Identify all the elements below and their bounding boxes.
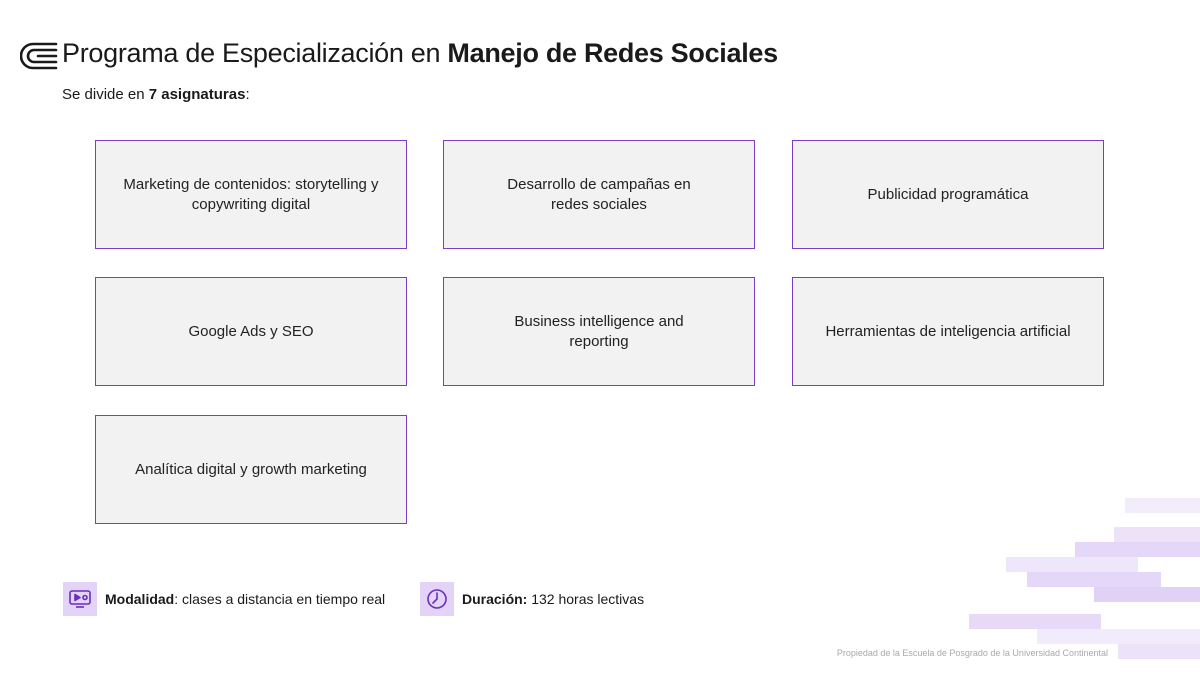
video-class-icon — [63, 582, 97, 616]
duration-value: 132 horas lectivas — [527, 591, 645, 607]
decorative-stripe — [1006, 557, 1138, 572]
subtitle-suffix: : — [245, 86, 250, 103]
decorative-stripe — [1114, 527, 1200, 542]
subject-label: Marketing de contenidos: storytelling y copywriting digital — [123, 175, 379, 213]
subject-label: Analítica digital y growth marketing — [135, 460, 367, 478]
decorative-stripe — [1094, 587, 1200, 602]
duration-info — [462, 591, 644, 607]
subtitle-count: 7 asignaturas — [148, 86, 246, 103]
duration-label: Duración: — [462, 591, 528, 607]
modality-value: : clases a distancia en tiempo real — [174, 591, 386, 607]
decorative-stripe — [1125, 498, 1200, 513]
subject-card — [95, 277, 407, 386]
subject-label: Google Ads y SEO — [188, 322, 314, 340]
page-title — [62, 38, 778, 69]
subject-label: Desarrollo de campañas en redes sociales — [507, 175, 691, 213]
modality-info — [105, 591, 385, 607]
clock-icon — [420, 582, 454, 616]
decorative-stripe — [1075, 542, 1200, 557]
decorative-stripe — [1118, 644, 1200, 659]
subject-label: Herramientas de inteligencia artificial — [825, 322, 1071, 340]
subtitle — [62, 86, 250, 103]
modality-label: Modalidad — [105, 591, 175, 607]
subject-card — [792, 140, 1104, 249]
subject-label: Business intelligence and reporting — [514, 312, 684, 350]
subject-card — [792, 277, 1104, 386]
decorative-stripe — [969, 614, 1101, 629]
decorative-stripe — [1027, 572, 1161, 587]
footer-note: Propiedad de la Escuela de Posgrado de la Universidad Continental — [836, 648, 1108, 658]
title-prefix: Programa de Especialización en — [62, 38, 441, 68]
subject-card — [443, 277, 755, 386]
title-bold: Manejo de Redes Sociales — [447, 38, 778, 68]
subject-label: Publicidad programática — [867, 185, 1029, 203]
subject-card — [95, 140, 407, 249]
subject-card — [95, 415, 407, 524]
university-logo-icon — [20, 41, 58, 71]
subject-card — [443, 140, 755, 249]
subtitle-prefix: Se divide en — [62, 86, 145, 103]
decorative-stripe — [1037, 629, 1200, 644]
